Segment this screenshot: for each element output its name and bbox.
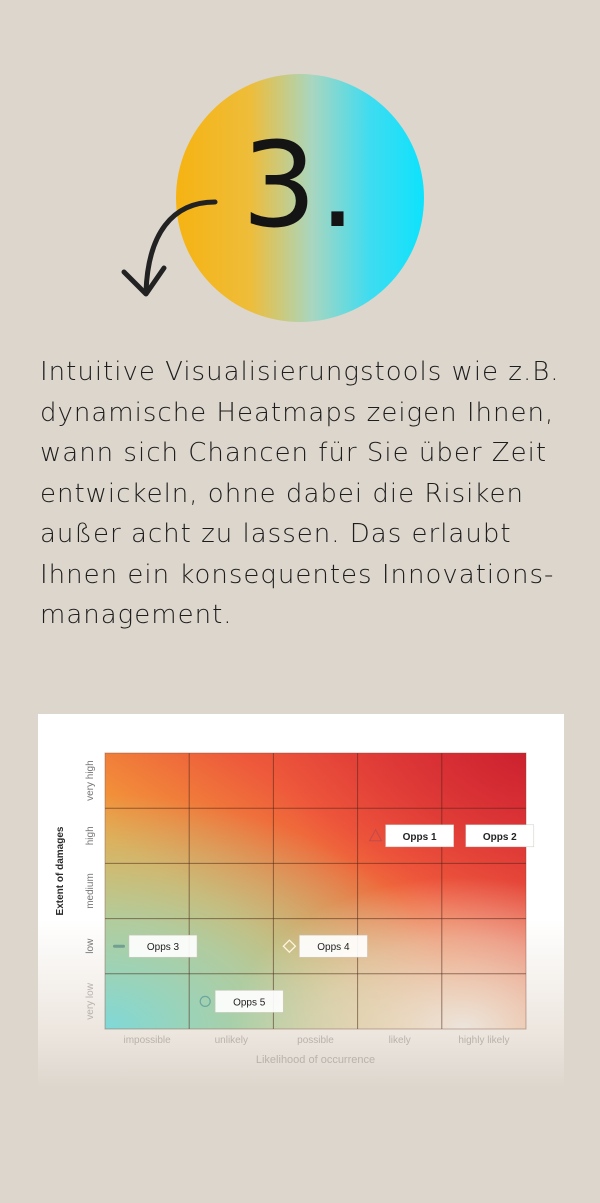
- intro-line: dynamische Heatmaps zeigen Ihnen,: [40, 397, 555, 428]
- intro-line: außer acht zu lassen. Das erlaubt: [40, 519, 512, 549]
- intro-line: Intuitive Visualisierungstools wie z.B.: [40, 357, 560, 387]
- x-axis-label: Likelihood of occurrence: [255, 1054, 376, 1066]
- x-tick-label: possible: [297, 1035, 334, 1046]
- x-tick-label: unlikely: [214, 1035, 248, 1046]
- data-label: Opps 4: [317, 942, 350, 954]
- intro-line: entwickeln, ohne dabei die Risiken: [40, 478, 525, 509]
- intro-line: wann sich Chancen für Sie über Zeit: [40, 438, 548, 468]
- intro-line: Ihnen ein konsequentes Innovations-: [40, 559, 555, 590]
- data-label: Opps 5: [233, 997, 266, 1009]
- intro-line: management.: [40, 600, 233, 630]
- x-tick-label: highly likely: [458, 1035, 510, 1046]
- dash-marker-icon: [113, 945, 125, 948]
- data-label: Opps 2: [482, 831, 517, 843]
- data-label: Opps 3: [146, 942, 180, 954]
- y-axis-label: Extent of damages: [55, 826, 66, 916]
- x-tick-label: impossible: [123, 1035, 171, 1046]
- heatmap-light-zone: [105, 753, 526, 1029]
- y-tick-label: low: [85, 938, 96, 954]
- x-tick-label: likely: [388, 1035, 411, 1046]
- y-tick-label: very low: [85, 983, 96, 1020]
- y-tick-label: very high: [85, 760, 96, 801]
- risk-heatmap-chart: [38, 714, 564, 1088]
- curved-arrow-icon: [112, 188, 222, 300]
- step-number: 3.: [241, 116, 359, 254]
- y-tick-label: medium: [85, 873, 96, 909]
- intro-paragraph: [40, 352, 570, 636]
- heatmap-card: [38, 714, 564, 1088]
- y-tick-label: high: [85, 826, 96, 846]
- data-label: Opps 1: [402, 831, 437, 843]
